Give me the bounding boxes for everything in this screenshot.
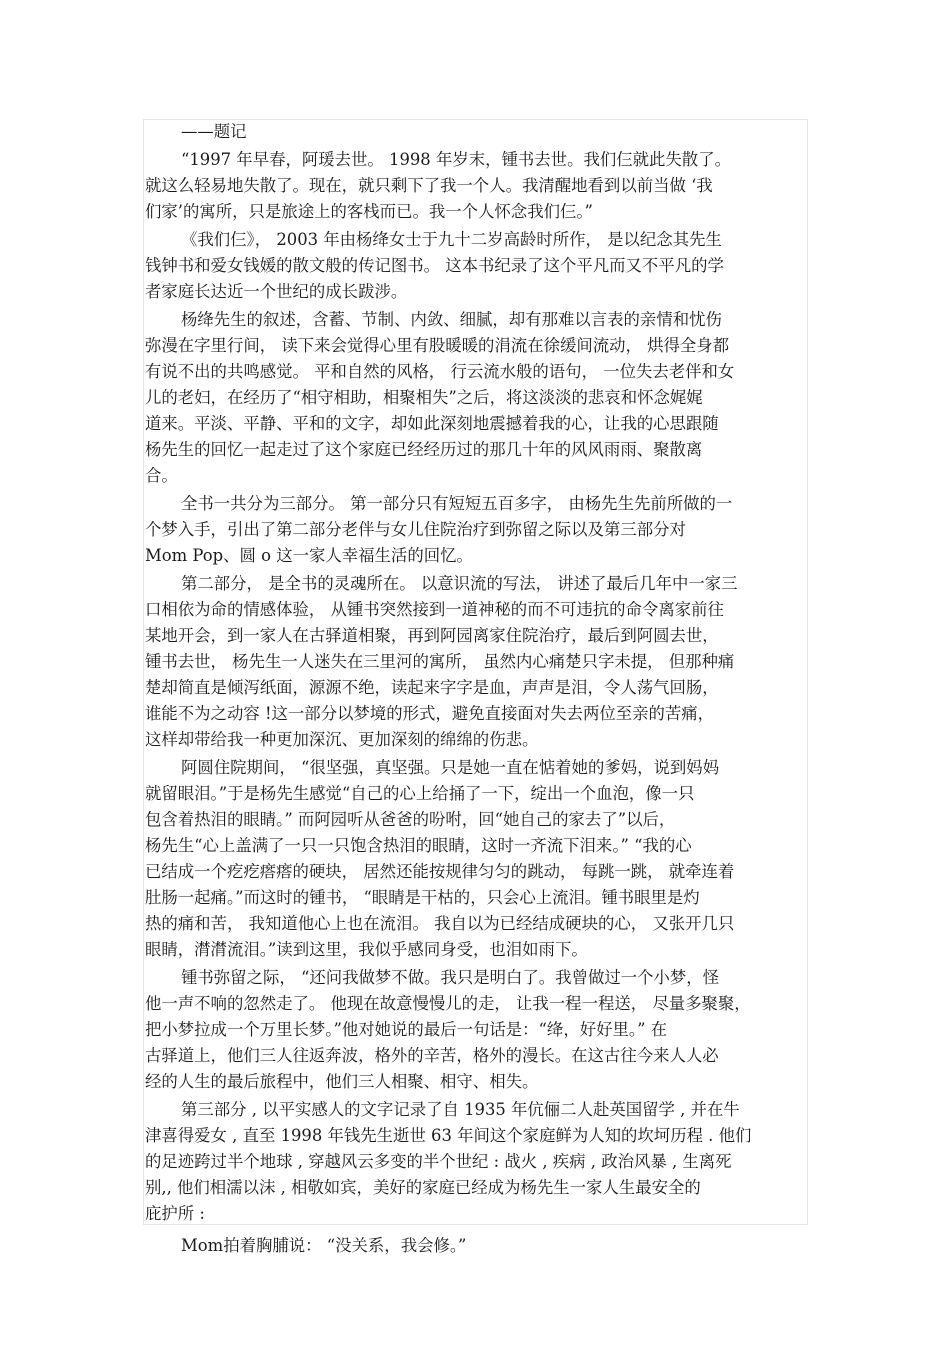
text-line: 《我们仨》， 2003 年由杨绛女士于九十二岁高龄时所作， 是以纪念其先生 <box>181 230 722 249</box>
text-line: 某地开会，到一家人在古驿道相聚，再到阿园离家住院治疗，最后到阿圆去世， <box>145 626 719 645</box>
text-line: 道来。平淡、平静、平和的文字，却如此深刻地震撼着我的心，让我的心思跟随 <box>145 414 719 433</box>
inscription-line: ——题记 <box>181 122 247 141</box>
text-line: Mom拍着胸脯说： “没关系，我会修。” <box>181 1236 467 1255</box>
text-line: 就这么轻易地失散了。现在，就只剩下了我一个人。我清醒地看到以前当做 ‘我 <box>145 176 713 195</box>
paragraph-quote <box>145 147 805 225</box>
text-line: 古驿道上，他们三人往返奔波，格外的辛苦，格外的漫长。在这古往今来人人必 <box>145 1046 719 1065</box>
text-line: 口相依为命的情感体验， 从锺书突然接到一道神秘的而不可违抗的命令离家前往 <box>145 600 724 619</box>
text-line: 热的痛和苦， 我知道他心上也在流泪。 我自以为已经结成硬块的心， 又张开几只 <box>145 914 735 933</box>
inscription <box>145 119 805 145</box>
document-body <box>145 119 805 1261</box>
text-line: 就留眼泪。”于是杨先生感觉“自己的心上给捅了一下，绽出一个血泡，像一只 <box>145 784 695 803</box>
text-line: 肚肠一起痛。”而这时的锺书， “眼睛是干枯的，只会心上流泪。锺书眼里是灼 <box>145 888 700 907</box>
paragraph-part-three <box>145 1097 805 1227</box>
text-line: 的足迹跨过半个地球 , 穿越风云多变的半个世纪 : 战火 , 疾病 , 政治风暴 , 生离死 <box>145 1152 732 1171</box>
text-line: 眼睛，潸潸流泪。”读到这里，我似乎感同身受，也泪如雨下。 <box>145 940 588 959</box>
paragraph-part-two <box>145 571 805 753</box>
paragraph-zhongshu <box>145 965 805 1095</box>
text-line: 们家’的寓所，只是旅途上的客栈而已。我一个人怀念我们仨。” <box>145 202 593 221</box>
text-line: 锺书去世， 杨先生一人迷失在三里河的寓所， 虽然内心痛楚只字未提， 但那种痛 <box>145 652 735 671</box>
paragraph-ayuan <box>145 755 805 963</box>
paragraph-intro <box>145 227 805 305</box>
text-line: 有说不出的共鸣感觉。 平和自然的风格， 行云流水般的语句， 一位失去老伴和女 <box>145 362 735 381</box>
text-line: “1997 年早春，阿瑗去世。 1998 年岁末，锺书去世。我们仨就此失散了。 <box>181 150 731 169</box>
text-line: 第二部分， 是全书的灵魂所在。 以意识流的写法， 讲述了最后几年中一家三 <box>181 574 738 593</box>
text-line: Mom Pop、圆 o 这一家人幸福生活的回忆。 <box>145 546 473 565</box>
text-line: 阿圆住院期间， “很坚强，真坚强。只是她一直在惦着她的爹妈，说到妈妈 <box>181 758 720 777</box>
text-line: 全书一共分为三部分。 第一部分只有短短五百多字， 由杨先生先前所做的一 <box>181 494 733 513</box>
paragraph-mom <box>145 1233 805 1259</box>
paragraph-narration <box>145 307 805 489</box>
text-line: 儿的老妇，在经历了“相守相助，相聚相失”之后，将这淡淡的悲哀和怀念娓娓 <box>145 388 703 407</box>
text-line: 把小梦拉成一个万里长梦。”他对她说的最后一句话是：“绛，好好里。” 在 <box>145 1020 668 1039</box>
text-line: 杨先生的回忆一起走过了这个家庭已经经历过的那几十年的风风雨雨、聚散离 <box>145 440 703 459</box>
text-line: 他一声不响的忽然走了。 他现在故意慢慢儿的走， 让我一程一程送， 尽量多聚聚， <box>145 994 751 1013</box>
text-line: 这样却带给我一种更加深沉、更加深刻的绵绵的伤悲。 <box>145 730 539 749</box>
text-line: 锺书弥留之际， “还问我做梦不做。我只是明白了。我曾做过一个小梦，怪 <box>181 968 720 987</box>
text-line: 楚却简直是倾泻纸面，源源不绝，读起来字字是血，声声是泪，令人荡气回肠， <box>145 678 719 697</box>
text-line: 谁能不为之动容 !这一部分以梦境的形式，避免直接面对失去两位至亲的苦痛， <box>145 704 715 723</box>
text-line: 第三部分 , 以平实感人的文字记录了自 1935 年伉俪二人赴英国留学 , 并在牛 <box>181 1100 740 1119</box>
text-line: 杨先生“心上盖满了一只一只饱含热泪的眼睛，这时一齐流下泪来。” “我的心 <box>145 836 692 855</box>
text-line: 弥漫在字里行间， 读下来会觉得心里有股暖暖的涓流在徐缓间流动， 烘得全身都 <box>145 336 730 355</box>
text-line: 钱钟书和爱女钱媛的散文般的传记图书。 这本书纪录了这个平凡而又不平凡的学 <box>145 256 724 275</box>
text-line: 经的人生的最后旅程中，他们三人相聚、相守、相失。 <box>145 1072 539 1091</box>
text-line: 别,, 他们相濡以沫 , 相敬如宾，美好的家庭已经成为杨先生一家人生最安全的 <box>145 1178 701 1197</box>
text-line: 者家庭长达近一个世纪的成长跋涉。 <box>145 282 408 301</box>
text-line: 已结成一个疙疙瘩瘩的硬块， 居然还能按规律匀匀的跳动， 每跳一跳， 就牵连着 <box>145 862 735 881</box>
paragraph-structure <box>145 491 805 569</box>
text-line: 杨绛先生的叙述，含蓄、节制、内敛、细腻，却有那难以言表的亲情和忧伤 <box>181 310 722 329</box>
text-line: 个梦入手，引出了第二部分老伴与女儿住院治疗到弥留之际以及第三部分对 <box>145 520 686 539</box>
text-line: 合。 <box>145 466 178 485</box>
text-line: 津喜得爱女 , 直至 1998 年钱先生逝世 63 年间这个家庭鲜为人知的坎坷历程 . 他们 <box>145 1126 752 1145</box>
text-line: 庇护所 : <box>145 1204 205 1223</box>
text-line: 包含着热泪的眼睛。” 而阿园听从爸爸的吩咐，回“她自己的家去了”以后， <box>145 810 676 829</box>
